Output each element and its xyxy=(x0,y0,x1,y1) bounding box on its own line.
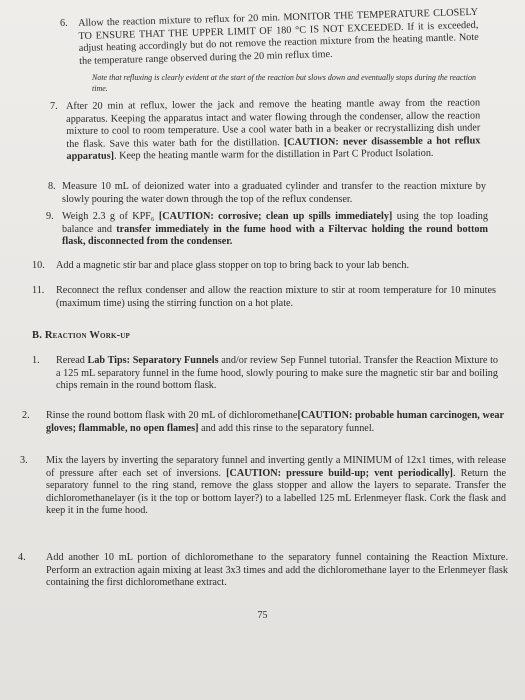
step-6-note: Note that refluxing is clearly evident at the start of the reaction but slows down and eventually stops during the reaction time. xyxy=(92,73,476,93)
step-7-body: After 20 min at reflux, lower the jack and remove the heating mantle away from the reaction apparatus. Keeping the apparatus intact and water flowing through the condenser, allow the reaction mixture to cool to room temperature. Use a cool water bath in a beaker or recrystallizing dish under the flask. Save this water bath for the distillation. xyxy=(66,97,481,150)
section-b-label: B. xyxy=(32,330,45,341)
step-9-body: Weigh 2.3 g of KPF₆ xyxy=(62,211,159,222)
step-9-transfer: transfer immediately in the fume hood with a Filtervac holding the round bottom flask, disconnected from the condenser. xyxy=(62,223,488,248)
step-9-number: 9. xyxy=(46,211,54,222)
step-6-number: 6. xyxy=(60,18,68,29)
workup-3-body: Mix the layers by inverting the separatory funnel and inverting gently a MINIMUM of 12x1 times, with release of pressure after each set of inversions. xyxy=(46,455,506,479)
workup-4-number: 4. xyxy=(18,552,26,563)
workup-1-body: and/or review Sep Funnel tutorial. Transfer the Reaction Mixture to a 125 mL separatory funnel in the fume hood, slowly pouring to make sure the magnetic stir bar and boiling chips remain in the round bottom flask. xyxy=(56,355,498,392)
workup-1-text xyxy=(56,355,498,393)
workup-2-number: 2. xyxy=(22,410,30,421)
workup-3-caution: [CAUTION: pressure build-up; vent periodically] xyxy=(226,467,453,479)
step-9-caution: [CAUTION: corrosive; clean up spills immediately] xyxy=(158,211,393,222)
workup-3-number: 3. xyxy=(20,455,28,466)
workup-2-body: Rinse the round bottom flask with 20 mL of dichloromethane xyxy=(46,410,298,421)
workup-3-text xyxy=(46,455,506,518)
step-7-number: 7. xyxy=(50,101,58,112)
step-9-text xyxy=(62,211,488,249)
workup-4-text: Add another 10 mL portion of dichloromethane to the separatory funnel containing the Reaction Mixture. Perform an extraction again mixing at least 3x3 times and add the dichloromethane layer to the Erlenmeyer flask containing the first dichloromethane extract. xyxy=(46,552,508,589)
workup-3-tail: . Return the separatory funnel to the ring stand, remove the glass stopper and allow the layers to separate. Transfer the dichloromethanelayer (is it the top or bottom layer?) to a labelled 125 mL Erlenmeyer flask. Cork the flask and keep it in the fume hood. xyxy=(46,467,506,517)
workup-1-number: 1. xyxy=(32,355,40,366)
step-7-caution: [CAUTION: never disassemble a hot reflux apparatus] xyxy=(66,135,481,163)
step-8-text: Measure 10 mL of deionized water into a graduated cylinder and transfer to the reaction mixture by slowly pouring the water down through the top of the reflux condenser. xyxy=(62,181,486,205)
workup-1-lead: Reread xyxy=(56,355,88,366)
workup-2-tail: and add this rinse to the separatory funnel. xyxy=(198,422,375,434)
step-11-number: 11. xyxy=(32,285,45,296)
page-number: 75 xyxy=(257,610,268,621)
workup-2-text xyxy=(46,410,504,435)
step-9-mid: using the top loading balance and xyxy=(62,211,488,235)
step-7-text xyxy=(66,97,481,164)
workup-2-caution: [CAUTION: probable human carcinogen, wear gloves; flammable, no open flames] xyxy=(46,410,504,434)
step-8-number: 8. xyxy=(48,181,56,192)
step-7-tail: . Keep the heating mantle warm for the distillation in Part C Product Isolation. xyxy=(114,148,434,162)
step-10-number: 10. xyxy=(32,260,45,271)
workup-1-lab-tips: Lab Tips: Separatory Funnels xyxy=(87,355,219,366)
step-10-text: Add a magnetic stir bar and place glass stopper on top to bring back to your lab bench. xyxy=(56,260,410,271)
step-6-text: Allow the reaction mixture to reflux for 20 min. MONITOR THE TEMPERATURE CLOSELY TO ENSURE THAT THE UPPER LIMIT OF 180 °C IS NOT EXCEEDED. If it is exceeded, adjust heating accordingly but do not remove the reaction mixture from the heating mantle. Note the temperature range observed during the 20 min reflux time. xyxy=(78,6,479,67)
section-b-heading xyxy=(32,330,130,341)
section-b-title: Reaction Work-up xyxy=(44,330,131,341)
step-11-text: Reconnect the reflux condenser and allow the reaction mixture to stir at room temperature for 10 minutes (maximum time) using the stirring function on a hot plate. xyxy=(56,285,496,309)
